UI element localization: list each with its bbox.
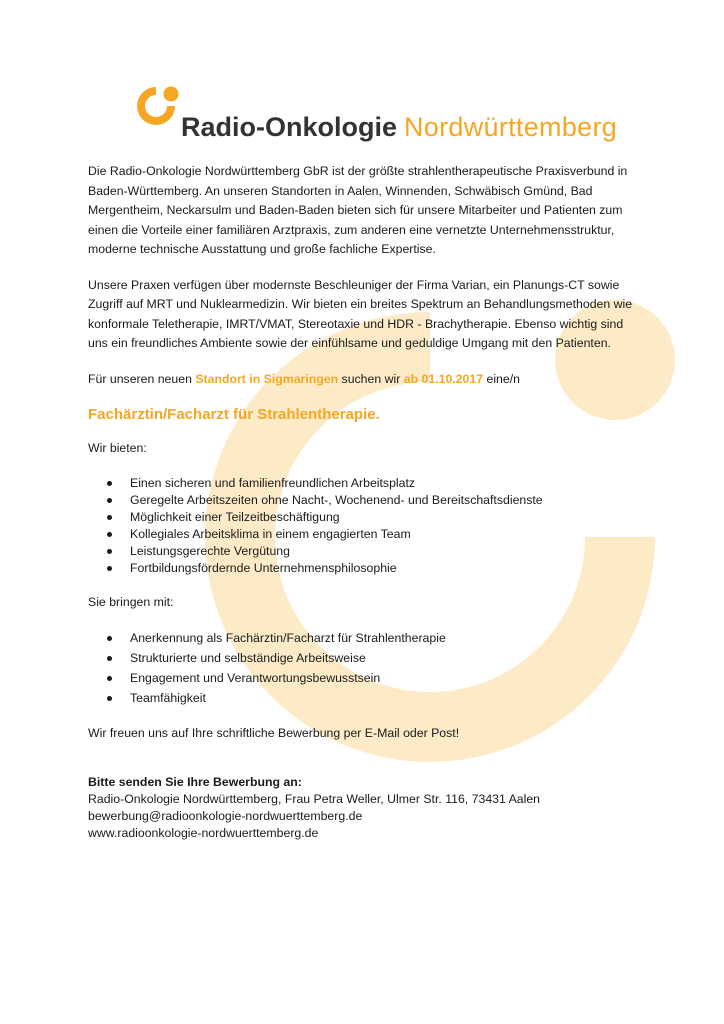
search-location: Standort in Sigmaringen [195,371,339,386]
requirements-heading: Sie bringen mit: [88,594,174,609]
contact-block [88,774,644,842]
logo-word-nordwuerttemberg: Nordwürttemberg [404,112,618,142]
contact-email-link[interactable]: bewerbung@radioonkologie-nordwuerttemberg.de [88,808,363,823]
list-item: Geregelte Arbeitszeiten ohne Nacht-, Wochenend- und Bereitschaftsdienste [88,492,644,509]
search-mid: suchen wir [338,371,404,386]
intro-paragraph-2: Unsere Praxen verfügen über modernste Beschleuniger der Firma Varian, ein Planungs-CT sowie Zugriff auf MRT und Nuklearmedizin. Wir bieten ein breites Spektrum an Behandlungsmethoden wie konformale Teletherapie, IMRT/VMAT, Stereotaxie und HDR - Brachytherapie. Ebenso wichtig sind uns ein freundliches Ambiente sowie der einfühlsame und geduldige Umgang mit den Patienten. [88,277,633,350]
intro-paragraph-1: Die Radio-Onkologie Nordwürttemberg GbR ist der größte strahlentherapeutische Praxisverbund in Baden-Württemberg. An unseren Standorten in Aalen, Winnenden, Schwäbisch Gmünd, Bad Mergentheim, Neckarsulm und Baden-Baden bieten sich für unsere Mitarbeiter und Patienten zum einen die Vorteile einer familiären Arztpraxis, zum anderen eine vernetzte Unternehmensstruktur, moderne technische Ausstattung und große fachliche Expertise. [88,164,628,256]
offer-heading: Wir bieten: [88,441,147,455]
list-item: Engagement und Verantwortungsbewusstsein [88,668,644,688]
search-pre: Für unseren neuen [88,371,196,386]
requirements-list [88,628,644,708]
list-item: Möglichkeit einer Teilzeitbeschäftigung [88,509,644,526]
list-item: Einen sicheren und familienfreundlichen Arbeitsplatz [88,475,644,492]
search-sentence [88,370,644,390]
offer-list [88,475,644,577]
closing-sentence: Wir freuen uns auf Ihre schriftliche Bewerbung per E-Mail oder Post! [88,726,460,740]
job-posting-body [88,162,644,842]
company-logo [134,84,618,154]
search-date: ab 01.10.2017 [403,371,484,386]
list-item: Kollegiales Arbeitsklima in einem engagierten Team [88,526,644,543]
job-title: Fachärztin/Facharzt für Strahlentherapie. [88,406,380,423]
contact-heading: Bitte senden Sie Ihre Bewerbung an: [88,774,302,789]
logo-wordmark [181,110,617,144]
list-item: Strukturierte und selbständige Arbeitsweise [88,648,644,668]
search-post: eine/n [483,371,520,386]
logo-word-radio-onkologie: Radio-Onkologie [181,112,397,142]
list-item: Teamfähigkeit [88,688,644,708]
list-item: Anerkennung als Fachärztin/Facharzt für Strahlentherapie [88,628,644,648]
contact-website-link[interactable]: www.radioonkologie-nordwuerttemberg.de [88,825,319,840]
list-item: Fortbildungsfördernde Unternehmensphilosophie [88,560,644,577]
contact-address: Radio-Onkologie Nordwürttemberg, Frau Petra Weller, Ulmer Str. 116, 73431 Aalen [88,791,541,806]
list-item: Leistungsgerechte Vergütung [88,543,644,560]
